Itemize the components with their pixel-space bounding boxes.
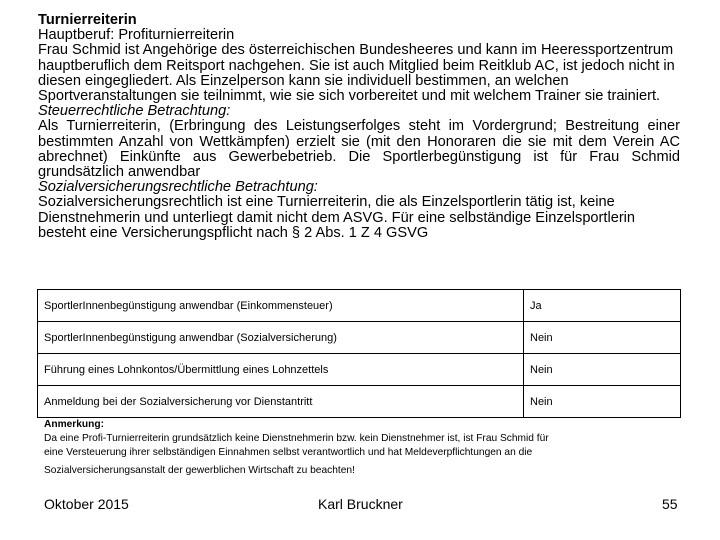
note-title: Anmerkung: — [44, 419, 104, 430]
intro-paragraph: Frau Schmid ist Angehörige des österreichischen Bundesheeres und kann im Heeressportzentrum hauptberuflich dem Reitsport nachgehen. Sie ist auch Mitglied beim Reitklub AC, ist jedoch nicht in diesen eingegliedert. Als Einzelperson kann sie individuell bestimmen, an welchen Sportveranstaltungen sie teilnimmt, wie sie sich vorbereitet und mit welchem Trainer sie trainiert. — [38, 42, 675, 105]
table-cell-value: Nein — [524, 322, 681, 354]
tax-heading: Steuerrechtliche Betrachtung: — [38, 103, 231, 120]
social-insurance-heading: Sozialversicherungsrechtliche Betrachtung: — [38, 179, 318, 196]
slide-title: Turnierreiterin — [38, 12, 137, 28]
main-occupation: Hauptberuf: Profiturnierreiterin — [38, 27, 235, 44]
tax-paragraph: Als Turnierreiterin, (Erbringung des Leistungserfolges steht im Vordergrund; Bestreitung einer bestimmten Anzahl von Wettkämpfen) erzielt sie (mit den Honoraren die sie mit dem Verein AC abrechnet) Einkünfte aus Gewerbebetrieb. Die Sportlerbegünstigung ist für Frau Schmid grundsätzlich anwendbar — [38, 118, 680, 181]
table-cell-label: SportlerInnenbegünstigung anwendbar (Sozialversicherung) — [38, 322, 524, 354]
table-cell-value: Nein — [524, 386, 681, 418]
table-cell-value: Ja — [524, 290, 681, 322]
note-line: Sozialversicherungsanstalt der gewerblichen Wirtschaft zu beachten! — [44, 465, 355, 476]
page-number: 55 — [662, 496, 678, 512]
table-row — [38, 386, 681, 418]
table-cell-label: Führung eines Lohnkontos/Übermittlung eines Lohnzettels — [38, 354, 524, 386]
note-block — [44, 418, 684, 478]
footer-author: Karl Bruckner — [318, 496, 403, 512]
summary-table — [37, 289, 681, 418]
note-line: eine Versteuerung ihrer selbständigen Einnahmen selbst verantwortlich und hat Meldeverpflichtungen an die — [44, 447, 533, 458]
table-row — [38, 322, 681, 354]
table-row — [38, 354, 681, 386]
footer-date: Oktober 2015 — [44, 496, 129, 512]
table-cell-label: SportlerInnenbegünstigung anwendbar (Einkommensteuer) — [38, 290, 524, 322]
table-cell-label: Anmeldung bei der Sozialversicherung vor Dienstantritt — [38, 386, 524, 418]
social-insurance-paragraph: Sozialversicherungsrechtlich ist eine Turnierreiterin, die als Einzelsportlerin tätig ist, keine Dienstnehmerin und unterliegt damit nicht dem ASVG. Für eine selbständige Einzelsportlerin besteht eine Versicherungspflicht nach § 2 Abs. 1 Z 4 GSVG — [38, 194, 636, 241]
slide-body — [38, 13, 680, 241]
table-cell-value: Nein — [524, 354, 681, 386]
table-row — [38, 290, 681, 322]
note-line: Da eine Profi-Turnierreiterin grundsätzlich keine Dienstnehmerin bzw. kein Dienstnehmer ist, ist Frau Schmid für — [44, 433, 549, 444]
